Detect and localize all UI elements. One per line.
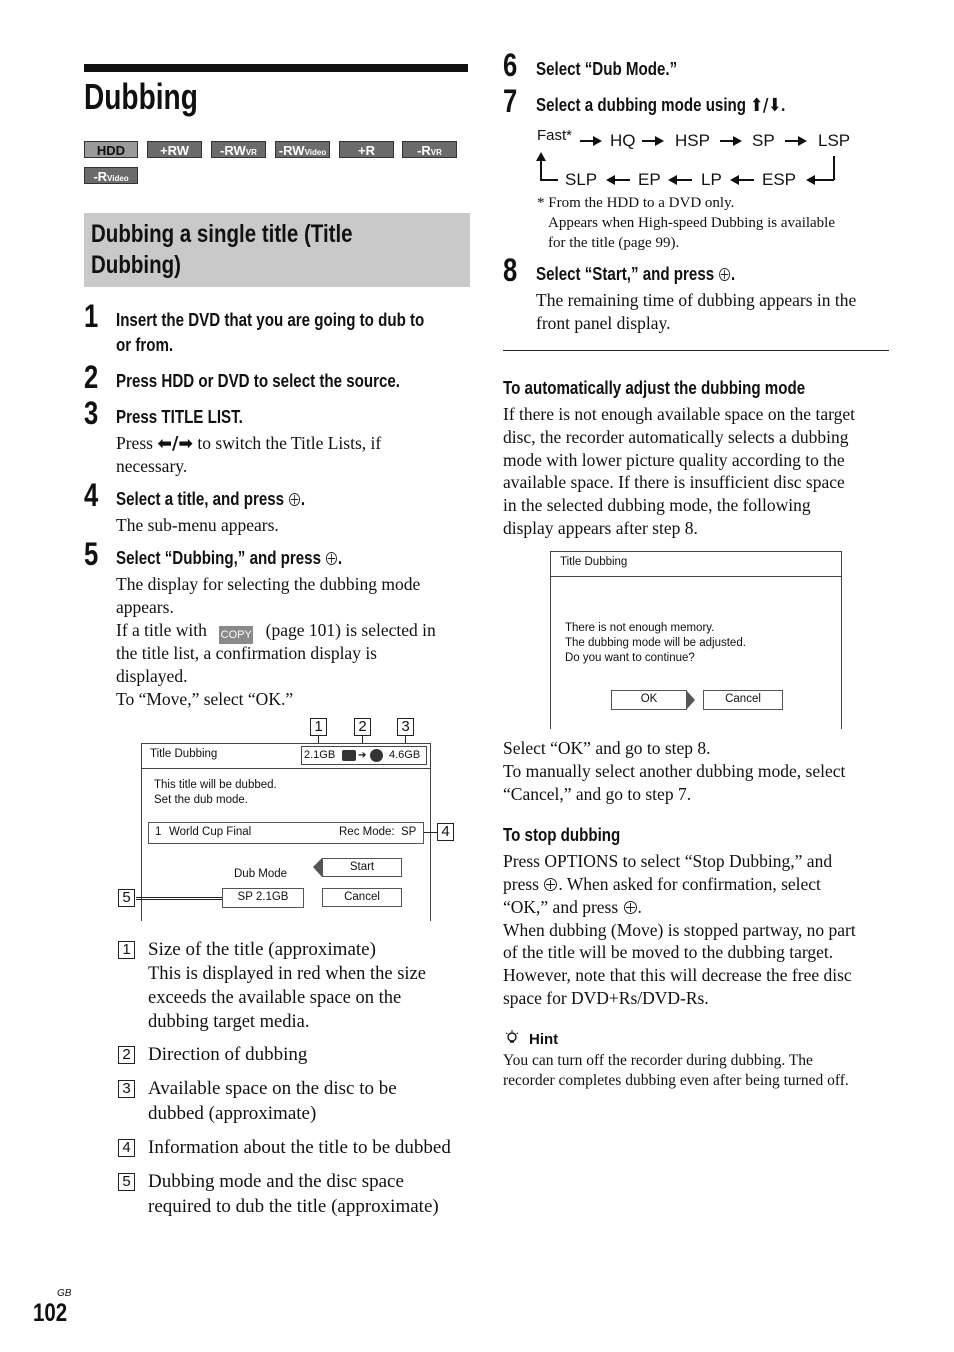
- mode-sp: SP: [752, 131, 775, 150]
- mode-hq: HQ: [610, 131, 636, 150]
- size-info-box: [301, 746, 427, 765]
- enter-button-icon: [326, 552, 337, 565]
- flow-return-line: [833, 156, 835, 180]
- stop-line-7: space for DVD+Rs/DVD-Rs.: [503, 988, 709, 1008]
- mode-esp: ESP: [762, 170, 797, 189]
- auto-line-5: in the selected dubbing mode, the following: [503, 495, 811, 515]
- legend-key-5: 5: [118, 1173, 135, 1191]
- step-5-body-5: displayed.: [116, 666, 188, 686]
- legend-5-line-1: Dubbing mode and the disc space: [148, 1171, 404, 1192]
- step-1-title-line2: or from.: [116, 335, 174, 355]
- dialog2-message-1: There is not enough memory.: [565, 622, 715, 634]
- dialog-header-rule: [551, 576, 841, 577]
- step-8-number: 8: [503, 252, 518, 288]
- auto-line-6: display appears after step 8.: [503, 518, 698, 538]
- legend-1-line-3: exceeds the available space on the: [148, 988, 402, 1008]
- legend-key-3: 3: [118, 1080, 135, 1098]
- legend-key-2: 2: [118, 1046, 135, 1064]
- flow-arrow: [720, 140, 740, 142]
- after-dialog-line-2: To manually select another dubbing mode, select: [503, 761, 846, 781]
- page-title: Dubbing: [84, 76, 198, 117]
- mode-ep: EP: [638, 170, 661, 189]
- enter-button-icon: [719, 268, 730, 281]
- ok-selected-marker: [686, 690, 695, 710]
- stop-line-3: “OK,” and press .: [503, 897, 642, 917]
- disc-icon: [370, 749, 383, 762]
- legend-5-line-2: required to dub the title (approximate): [148, 1196, 439, 1217]
- mode-slp: SLP: [565, 170, 598, 189]
- flow-bottom-line: [540, 179, 558, 181]
- step-6-title: Select “Dub Mode.”: [536, 59, 678, 79]
- legend-key-4: 4: [118, 1139, 135, 1157]
- hint-bulb-icon: [505, 1030, 519, 1046]
- badge-minus-rw-vr: -RWVR: [211, 141, 266, 158]
- dialog-title: Title Dubbing: [560, 556, 628, 568]
- ok-button[interactable]: OK: [611, 690, 687, 710]
- cancel-button[interactable]: Cancel: [703, 690, 783, 710]
- step-4-body: The sub-menu appears.: [116, 515, 279, 535]
- direction-arrow-icon: ➔: [358, 750, 367, 761]
- flow-arrow: [670, 179, 692, 181]
- step-3-body-line2: necessary.: [116, 456, 188, 476]
- step-1-number: 1: [84, 298, 99, 334]
- step-5-body-2: appears.: [116, 597, 174, 617]
- step-5-body-6: To “Move,” select “OK.”: [116, 689, 294, 709]
- step-6-number: 6: [503, 47, 518, 83]
- step-3-body: Press ⬅/➡ to switch the Title Lists, if: [116, 433, 382, 454]
- auto-line-3: mode with lower picture quality according to the: [503, 450, 845, 470]
- after-dialog-line-3: “Cancel,” and go to step 7.: [503, 784, 692, 804]
- step-7-number: 7: [503, 83, 518, 119]
- dialog-title: Title Dubbing: [150, 748, 218, 760]
- badge-plus-r: +R: [339, 141, 394, 158]
- section-title-line2: Dubbing): [91, 251, 181, 279]
- badge-plus-rw: +RW: [147, 141, 202, 158]
- badge-minus-r-video: -RVideo: [84, 167, 138, 184]
- auto-line-2: disc, the recorder automatically selects a dubbing: [503, 427, 849, 447]
- mode-lp: LP: [701, 170, 722, 189]
- legend-4-line-1: Information about the title to be dubbed: [148, 1137, 451, 1158]
- stop-heading: To stop dubbing: [503, 825, 621, 845]
- legend-1-line-4: dubbing target media.: [148, 1012, 310, 1032]
- badge-minus-rw-video: -RWVideo: [275, 141, 330, 158]
- dub-mode-selector[interactable]: SP 2.1GB: [222, 888, 304, 908]
- available-space: 4.6GB: [389, 749, 421, 761]
- flow-up-arrowhead: [536, 152, 546, 161]
- page-number: 102: [33, 1299, 68, 1327]
- step-8-body-1: The remaining time of dubbing appears in the: [536, 290, 857, 310]
- section-header: [84, 213, 470, 287]
- mode-lsp: LSP: [818, 131, 851, 150]
- step-7-title: Select a dubbing mode using ⬆/⬇.: [536, 95, 786, 116]
- mode-note-2: Appears when High-speed Dubbing is available: [548, 215, 836, 231]
- stop-line-6: However, note that this will decrease the free disc: [503, 965, 852, 985]
- step-5-body-1: The display for selecting the dubbing mode: [116, 574, 421, 594]
- flow-arrow: [580, 140, 600, 142]
- dialog2-message-3: Do you want to continue?: [565, 652, 695, 664]
- hint-line-2: recorder completes dubbing even after being turned off.: [503, 1072, 849, 1089]
- flow-arrow: [808, 179, 834, 181]
- legend-key-1: 1: [118, 941, 135, 959]
- section-divider: [503, 350, 889, 351]
- step-8-title: Select “Start,” and press .: [536, 264, 736, 284]
- callout-2: 2: [354, 718, 371, 736]
- title-number: 1: [155, 826, 162, 838]
- auto-heading: To automatically adjust the dubbing mode: [503, 378, 806, 398]
- copy-badge: COPY: [219, 626, 253, 644]
- stop-line-1: Press OPTIONS to select “Stop Dubbing,” and: [503, 851, 833, 871]
- rec-mode: Rec Mode: SP: [339, 826, 417, 838]
- flow-arrow: [608, 179, 630, 181]
- step-5-body-4: the title list, a confirmation display is: [116, 643, 377, 663]
- section-title-line1: Dubbing a single title (Title: [91, 220, 353, 248]
- mode-hsp: HSP: [675, 131, 710, 150]
- step-8-body-2: front panel display.: [536, 313, 671, 333]
- start-button[interactable]: Start: [322, 858, 402, 877]
- enter-button-icon: [289, 493, 300, 506]
- hdd-icon: [342, 750, 356, 761]
- title-name: World Cup Final: [169, 826, 252, 838]
- step-4-number: 4: [84, 477, 99, 513]
- title-size: 2.1GB: [304, 749, 336, 761]
- title-info-row: [148, 822, 424, 844]
- up-down-arrows-icon: ⬆/⬇: [750, 95, 782, 116]
- after-dialog-line-1: Select “OK” and go to step 8.: [503, 738, 711, 758]
- mode-fast: Fast*: [537, 127, 573, 144]
- dialog-message-1: This title will be dubbed.: [154, 779, 277, 791]
- step-3-title: Press TITLE LIST.: [116, 407, 243, 427]
- stop-line-4: When dubbing (Move) is stopped partway, no part: [503, 920, 856, 940]
- callout-5: 5: [118, 889, 135, 907]
- memory-warning-dialog: [550, 551, 842, 729]
- legend-2-line-1: Direction of dubbing: [148, 1044, 308, 1065]
- legend-3-line-1: Available space on the disc to be: [148, 1078, 397, 1099]
- badge-minus-r-vr: -RVR: [402, 141, 457, 158]
- title-rule: [84, 64, 468, 72]
- flow-arrow: [732, 179, 754, 181]
- step-4-title: Select a title, and press .: [116, 489, 306, 509]
- callout-4: 4: [437, 823, 454, 841]
- step-5-number: 5: [84, 536, 99, 572]
- mode-note-3: for the title (page 99).: [548, 235, 680, 251]
- auto-line-4: available space. If there is insufficient disc space: [503, 472, 845, 492]
- callout-5-line: [136, 897, 222, 900]
- callout-3: 3: [397, 718, 414, 736]
- hint-line-1: You can turn off the recorder during dubbing. The: [503, 1052, 813, 1069]
- badge-hdd: HDD: [84, 141, 138, 158]
- enter-button-icon: [624, 901, 637, 914]
- flow-arrow: [785, 140, 805, 142]
- step-2-title: Press HDD or DVD to select the source.: [116, 371, 401, 391]
- footer-region-code: GB: [57, 1288, 72, 1299]
- dialog-message-2: Set the dub mode.: [154, 794, 248, 806]
- step-3-number: 3: [84, 395, 99, 431]
- start-selected-marker: [313, 858, 322, 877]
- legend-3-line-2: dubbed (approximate): [148, 1103, 317, 1124]
- dub-mode-label: Dub Mode: [234, 868, 288, 880]
- dialog2-message-2: The dubbing mode will be adjusted.: [565, 637, 746, 649]
- hint-heading: Hint: [529, 1031, 559, 1048]
- step-5-body-3: If a title with COPY (page 101) is selected in: [116, 619, 436, 644]
- step-5-title: Select “Dubbing,” and press .: [116, 548, 343, 568]
- mode-note-1: * From the HDD to a DVD only.: [537, 195, 735, 211]
- left-right-arrows-icon: ⬅/➡: [157, 434, 194, 454]
- stop-line-2: press . When asked for confirmation, select: [503, 874, 821, 894]
- cancel-button[interactable]: Cancel: [322, 888, 402, 907]
- legend-1-line-2: This is displayed in red when the size: [148, 964, 426, 984]
- step-2-number: 2: [84, 359, 99, 395]
- callout-1: 1: [310, 718, 327, 736]
- dialog-header-rule: [142, 768, 430, 769]
- stop-line-5: of the title will be moved to the dubbing target.: [503, 942, 834, 962]
- auto-line-1: If there is not enough available space on the target: [503, 404, 855, 424]
- title-dubbing-dialog: [141, 743, 431, 921]
- enter-button-icon: [544, 878, 557, 891]
- step-1-title-line1: Insert the DVD that you are going to dub to: [116, 310, 425, 330]
- flow-up-line: [540, 158, 542, 180]
- callout-4-line: [424, 832, 437, 833]
- legend-1-line-1: Size of the title (approximate): [148, 939, 376, 960]
- flow-arrow: [642, 140, 662, 142]
